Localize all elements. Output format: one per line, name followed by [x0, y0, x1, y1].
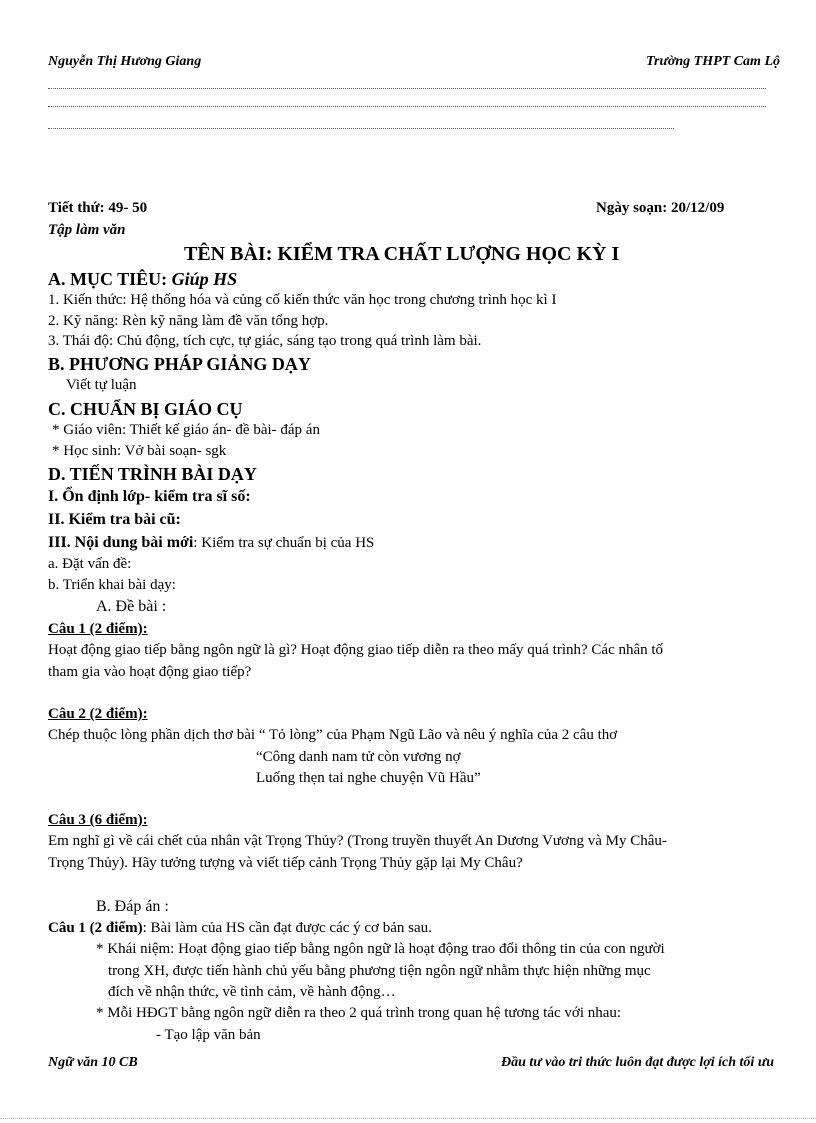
step-3: III. Nội dung bài mới: Kiểm tra sự chuẩn bị của HS: [48, 534, 375, 551]
lesson-number: Tiết thứ: 49- 50: [48, 200, 148, 216]
step-b: b. Triển khai bài dạy:: [48, 577, 176, 593]
verse-line: Luống thẹn tai nghe chuyện Vũ Hầu”: [256, 770, 481, 786]
question-1-label: Câu 1 (2 điểm):: [48, 621, 148, 637]
question-1-text: tham gia vào hoạt động giao tiếp?: [48, 664, 252, 680]
answer-1-point: * Mỗi HĐGT bằng ngôn ngữ diễn ra theo 2 quá trình trong quan hệ tương tác với nhau:: [96, 1005, 622, 1021]
dotted-line: [48, 88, 766, 89]
answer-1-point: trong XH, được tiến hành chủ yếu bằng phương tiện ngôn ngữ nhằm thực hiện những mục: [108, 963, 651, 979]
footer-right: Đầu tư vào tri thức luôn đạt được lợi ích tối ưu: [501, 1055, 774, 1070]
method-text: Viết tự luận: [66, 377, 137, 393]
prep-student: * Học sinh: Vở bài soạn- sgk: [52, 443, 227, 459]
answer-1-label: Câu 1 (2 điểm): Bài làm của HS cần đạt được các ý cơ bản sau.: [48, 920, 432, 936]
prep-teacher: * Giáo viên: Thiết kế giáo án- đề bài- đáp án: [52, 422, 320, 438]
header-school: Trường THPT Cam Lộ: [646, 54, 780, 69]
answer-1-point: * Khái niệm: Hoạt động giao tiếp bằng ngôn ngữ là hoạt động trao đổi thông tin của con người: [96, 941, 665, 957]
question-1-text: Hoạt động giao tiếp bằng ngôn ngữ là gì? Hoạt động giao tiếp diễn ra theo mấy quá trình? Các nhân tố: [48, 642, 664, 658]
answer-1-point: đích về nhận thức, về tình cảm, về hành động…: [108, 984, 396, 1000]
header-author: Nguyễn Thị Hương Giang: [48, 54, 202, 69]
objective-attitude: 3. Thái độ: Chủ động, tích cực, tự giác, sáng tạo trong quá trình làm bài.: [48, 333, 482, 349]
objective-knowledge: 1. Kiến thức: Hệ thống hóa và củng cố kiến thức văn học trong chương trình học kì I: [48, 292, 557, 308]
section-d-heading: D. TIẾN TRÌNH BÀI DẠY: [48, 464, 257, 484]
page-title: TÊN BÀI: KIỂM TRA CHẤT LƯỢNG HỌC KỲ I: [184, 243, 620, 265]
objective-skill: 2. Kỹ năng: Rèn kỹ năng làm đề văn tổng hợp.: [48, 313, 329, 329]
exam-heading: A. Đề bài :: [96, 598, 167, 615]
answer-heading: B. Đáp án :: [96, 898, 169, 915]
dotted-line: [48, 128, 674, 129]
step-1: I. Ổn định lớp- kiểm tra sĩ số:: [48, 488, 251, 505]
prep-date: Ngày soạn: 20/12/09: [596, 200, 725, 216]
section-c-heading: C. CHUẨN BỊ GIÁO CỤ: [48, 399, 243, 419]
question-3-label: Câu 3 (6 điểm):: [48, 812, 148, 828]
dotted-line: [48, 106, 766, 107]
page-edge: [0, 1118, 816, 1119]
question-2-text: Chép thuộc lòng phần dịch thơ bài “ Tỏ lòng” của Phạm Ngũ Lão và nêu ý nghĩa của 2 câu thơ: [48, 727, 618, 743]
answer-1-subitem: - Tạo lập văn bản: [156, 1027, 261, 1043]
question-2-label: Câu 2 (2 điểm):: [48, 706, 148, 722]
step-a: a. Đặt vấn đề:: [48, 556, 132, 572]
question-3-text: Em nghĩ gì về cái chết của nhân vật Trọng Thủy? (Trong truyền thuyết An Dương Vương và My Châu-: [48, 833, 667, 849]
verse-line: “Công danh nam tử còn vương nợ: [256, 749, 461, 765]
subject-label: Tập làm văn: [48, 222, 126, 238]
section-a-heading: A. MỤC TIÊU: Giúp HS: [48, 269, 238, 289]
footer-left: Ngữ văn 10 CB: [48, 1055, 138, 1070]
question-3-text: Trọng Thủy). Hãy tưởng tượng và viết tiếp cảnh Trọng Thủy gặp lại My Châu?: [48, 855, 523, 871]
step-2: II. Kiểm tra bài cũ:: [48, 511, 181, 528]
section-b-heading: B. PHƯƠNG PHÁP GIẢNG DẠY: [48, 354, 311, 374]
